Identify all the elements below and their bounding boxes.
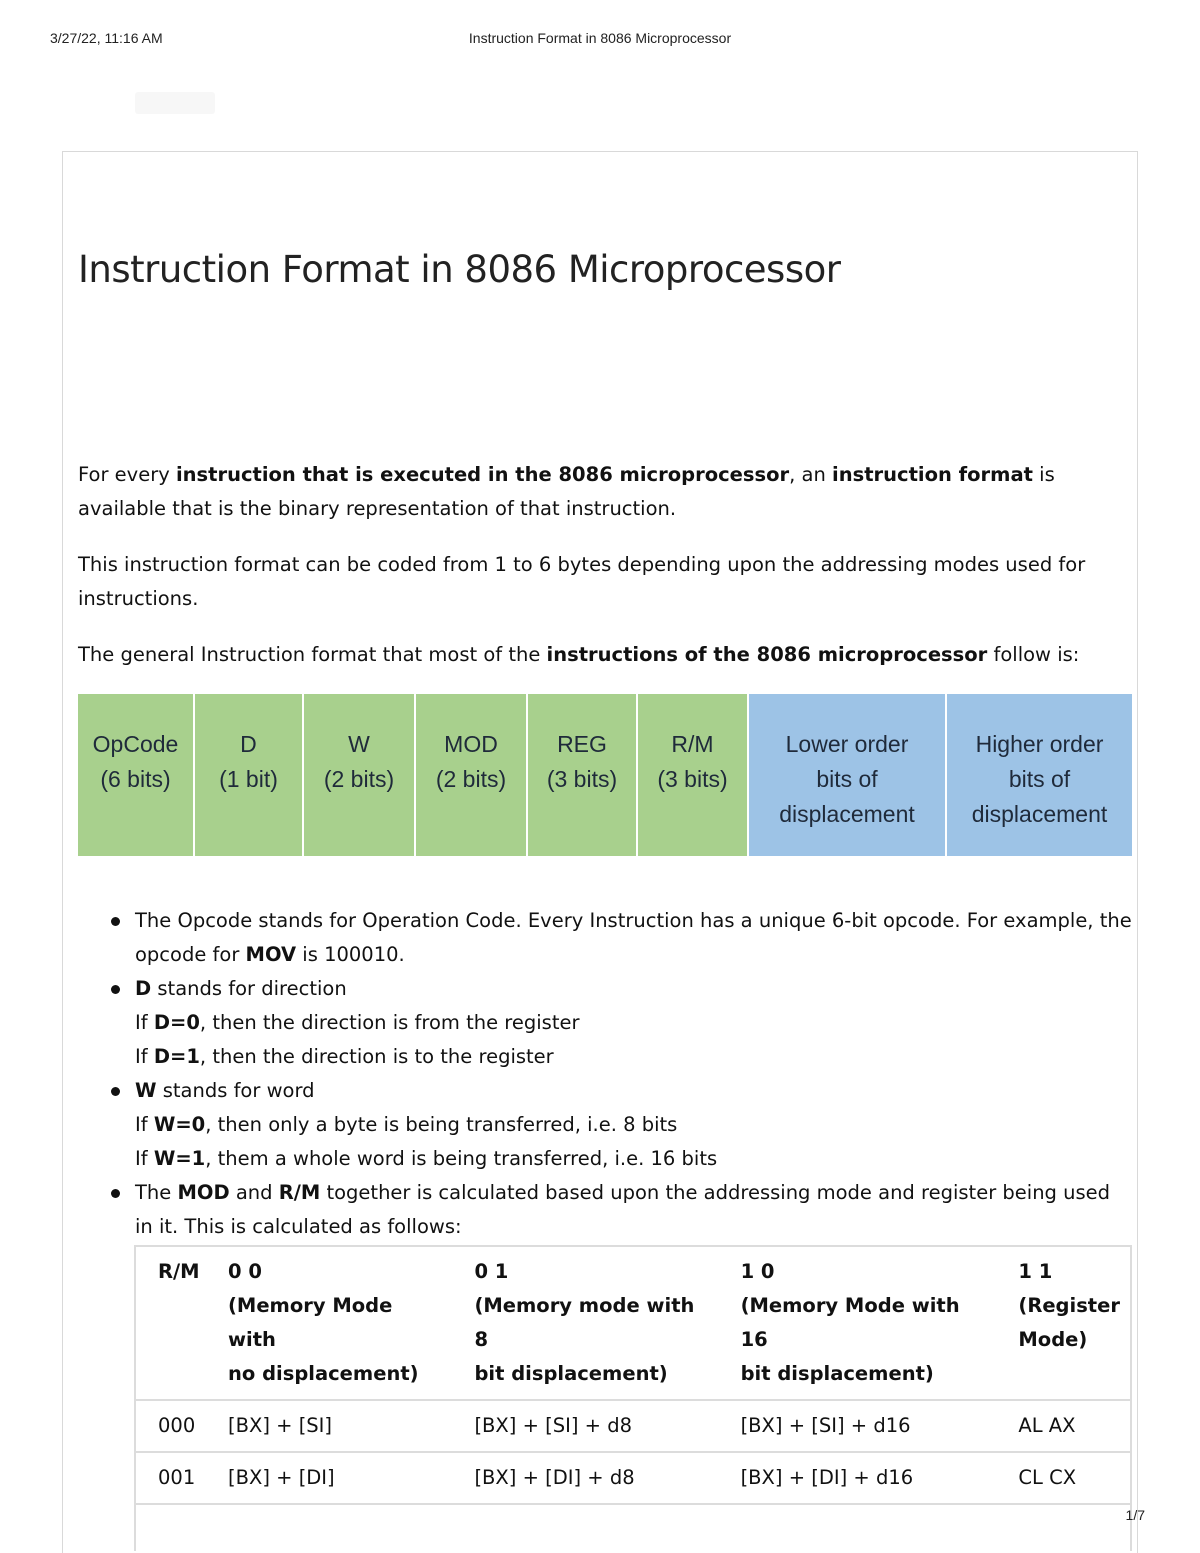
table-cell: [BX] + [SI] + d8 [452, 1400, 718, 1452]
table-cell: 000 [135, 1400, 206, 1452]
format-field-opcode: OpCode (6 bits) [78, 694, 195, 856]
table-header-row [135, 1246, 1131, 1400]
list-item-direction: D stands for direction If D=0, then the direction is from the register If D=1, then the direction is to the register [78, 972, 1133, 1074]
intro-paragraph: For every instruction that is executed in the 8086 microprocessor, an instruction format is available that is the binary representation of that instruction. [78, 463, 1055, 520]
article-card [62, 151, 1138, 1553]
bullet-icon [111, 917, 120, 926]
list-item-word: W stands for word If W=0, then only a byte is being transferred, i.e. 8 bits If W=1, them a whole word is being transferred, i.e. 16 bits [78, 1074, 1133, 1176]
page-title: Instruction Format in 8086 Microprocessor [78, 248, 841, 291]
format-field-higher-displacement: Higher order bits of displacement [947, 694, 1132, 856]
format-field-lower-displacement: Lower order bits of displacement [749, 694, 947, 856]
table-row-cut-off [135, 1504, 1131, 1551]
general-format-paragraph: The general Instruction format that most of the instructions of the 8086 microprocessor follow is: [78, 643, 1080, 666]
bullet-icon [111, 1087, 120, 1096]
site-logo-placeholder [135, 92, 215, 114]
table-cell: [BX] + [DI] + d8 [452, 1452, 718, 1504]
format-field-mod: MOD (2 bits) [416, 694, 528, 856]
field-explanations-list [78, 904, 1133, 1244]
bytes-paragraph: This instruction format can be coded from 1 to 6 bytes depending upon the addressing modes used for instructions. [78, 553, 1086, 610]
column-header-rm: R/M [135, 1246, 206, 1400]
table-cell: 001 [135, 1452, 206, 1504]
table-cell: AL AX [996, 1400, 1131, 1452]
column-header-mod-11: 1 1 (Register Mode) [996, 1246, 1131, 1400]
table-row [135, 1452, 1131, 1504]
table-cell: CL CX [996, 1452, 1131, 1504]
column-header-mod-10: 1 0 (Memory Mode with 16 bit displacement) [719, 1246, 997, 1400]
bullet-icon [111, 1189, 120, 1198]
page-number: 1/7 [1125, 1507, 1145, 1523]
print-header [0, 30, 1200, 50]
table-cell: [BX] + [SI] [206, 1400, 452, 1452]
instruction-format-diagram [78, 694, 1132, 856]
format-field-rm: R/M (3 bits) [638, 694, 749, 856]
table-cell: [BX] + [DI] + d16 [719, 1452, 997, 1504]
print-date: 3/27/22, 11:16 AM [50, 30, 163, 46]
column-header-mod-01: 0 1 (Memory mode with 8 bit displacement) [452, 1246, 718, 1400]
bullet-icon [111, 985, 120, 994]
format-field-d: D (1 bit) [195, 694, 304, 856]
list-item-opcode: The Opcode stands for Operation Code. Every Instruction has a unique 6-bit opcode. For example, the opcode for MOV is 100010. [78, 904, 1133, 972]
column-header-mod-00: 0 0 (Memory Mode with no displacement) [206, 1246, 452, 1400]
table-row [135, 1400, 1131, 1452]
print-title: Instruction Format in 8086 Microprocessor [468, 30, 732, 46]
mod-rm-table [134, 1245, 1132, 1551]
list-item-mod-rm: The MOD and R/M together is calculated based upon the addressing mode and register being used in it. This is calculated as follows: [78, 1176, 1133, 1244]
table-cell: [BX] + [SI] + d16 [719, 1400, 997, 1452]
format-field-w: W (2 bits) [304, 694, 416, 856]
format-field-reg: REG (3 bits) [528, 694, 638, 856]
table-cell: [BX] + [DI] [206, 1452, 452, 1504]
